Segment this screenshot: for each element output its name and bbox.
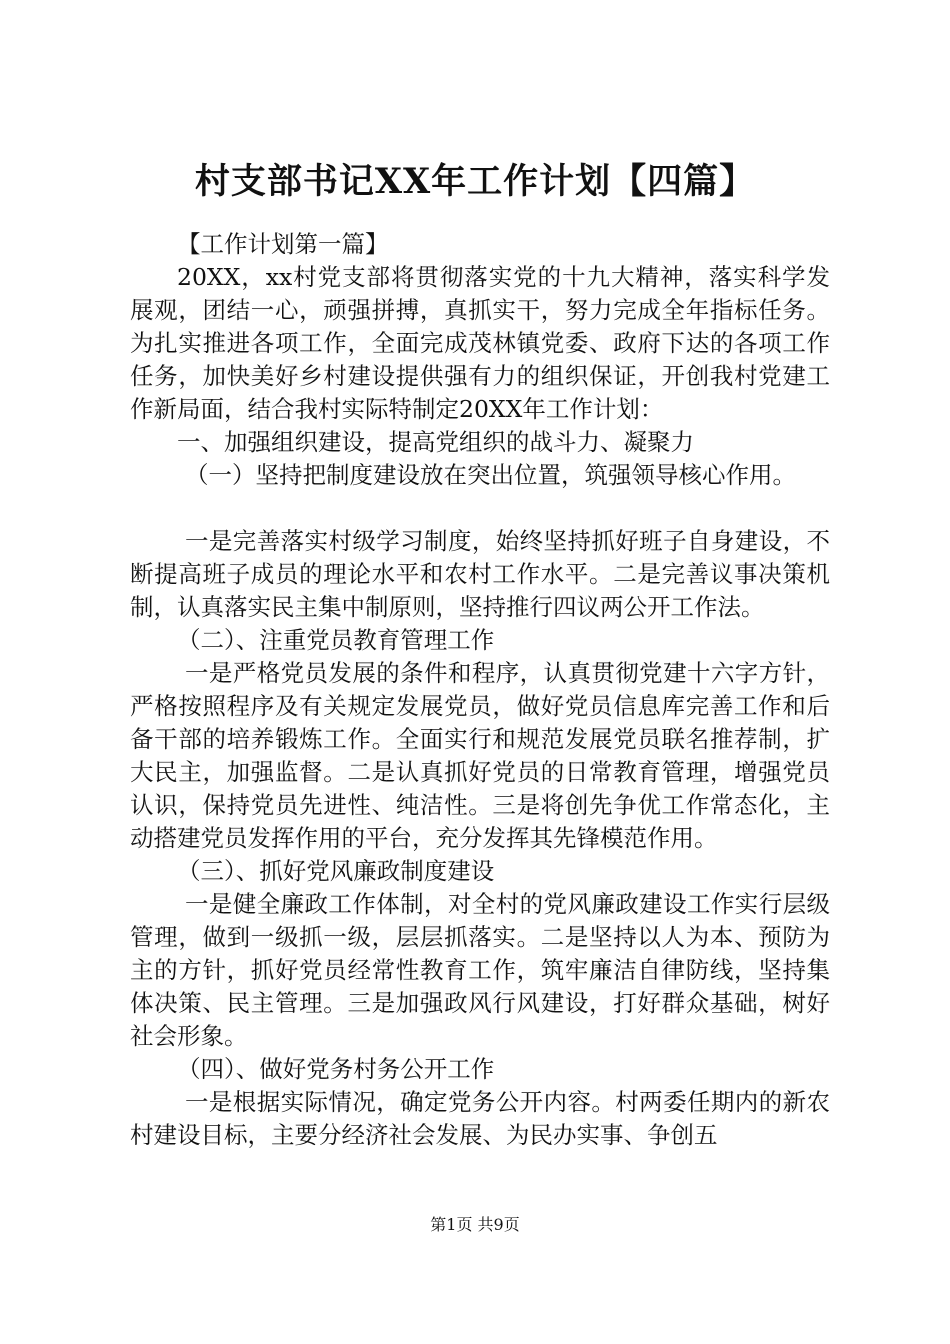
paragraph: 一是根据实际情况，确定党务公开内容。村两委任期内的新农村建设目标，主要分经济社会发展、为民办实事、争创五 [130, 1088, 830, 1149]
page-number-footer: 第1页 共9页 [430, 1215, 520, 1234]
heading-level-2: （三）、抓好党风廉政制度建设 [177, 857, 495, 885]
heading-level-2: （二）、注重党员教育管理工作 [177, 626, 495, 654]
heading-level-1: 一、加强组织建设，提高党组织的战斗力、凝聚力 [177, 428, 694, 456]
paragraph: 一是健全廉政工作体制，对全村的党风廉政建设工作实行层级管理，做到一级抓一级，层层抓落实。二是坚持以人为本、预防为主的方针，抓好党员经常性教育工作，筑牢廉洁自律防线，坚持集体决策、民主管理。三是加强政风行风建设，打好群众基础，树好社会形象。 [130, 890, 830, 1050]
paragraph: 一是严格党员发展的条件和程序，认真贯彻党建十六字方针，严格按照程序及有关规定发展党员，做好党员信息库完善工作和后备干部的培养锻炼工作。全面实行和规范发展党员联名推荐制，扩大民主，加强监督。二是认真抓好党员的日常教育管理，增强党员认识，保持党员先进性、纯洁性。三是将创先争优工作常态化，主动搭建党员发挥作用的平台，充分发挥其先锋模范作用。 [130, 659, 830, 852]
heading-level-2: （四）、做好党务村务公开工作 [177, 1055, 495, 1083]
paragraph: 一是完善落实村级学习制度，始终坚持抓好班子自身建设，不断提高班子成员的理论水平和农村工作水平。二是完善议事决策机制，认真落实民主集中制原则，坚持推行四议两公开工作法。 [130, 527, 830, 621]
document-body [130, 228, 830, 1152]
paragraph: 20XX，xx村党支部将贯彻落实党的十九大精神，落实科学发展观，团结一心，顽强拼搏，真抓实干，努力完成全年指标任务。为扎实推进各项工作，全面完成茂林镇党委、政府下达的各项工作任务，加快美好乡村建设提供强有力的组织保证，开创我村党建工作新局面，结合我村实际特制定20XX年工作计划： [130, 263, 830, 423]
section-heading: 【工作计划第一篇】 [177, 230, 389, 258]
heading-level-2: （一）坚持把制度建设放在突出位置，筑强领导核心作用。 [185, 461, 796, 489]
document-title: 村支部书记XX年工作计划【四篇】 [194, 161, 756, 202]
